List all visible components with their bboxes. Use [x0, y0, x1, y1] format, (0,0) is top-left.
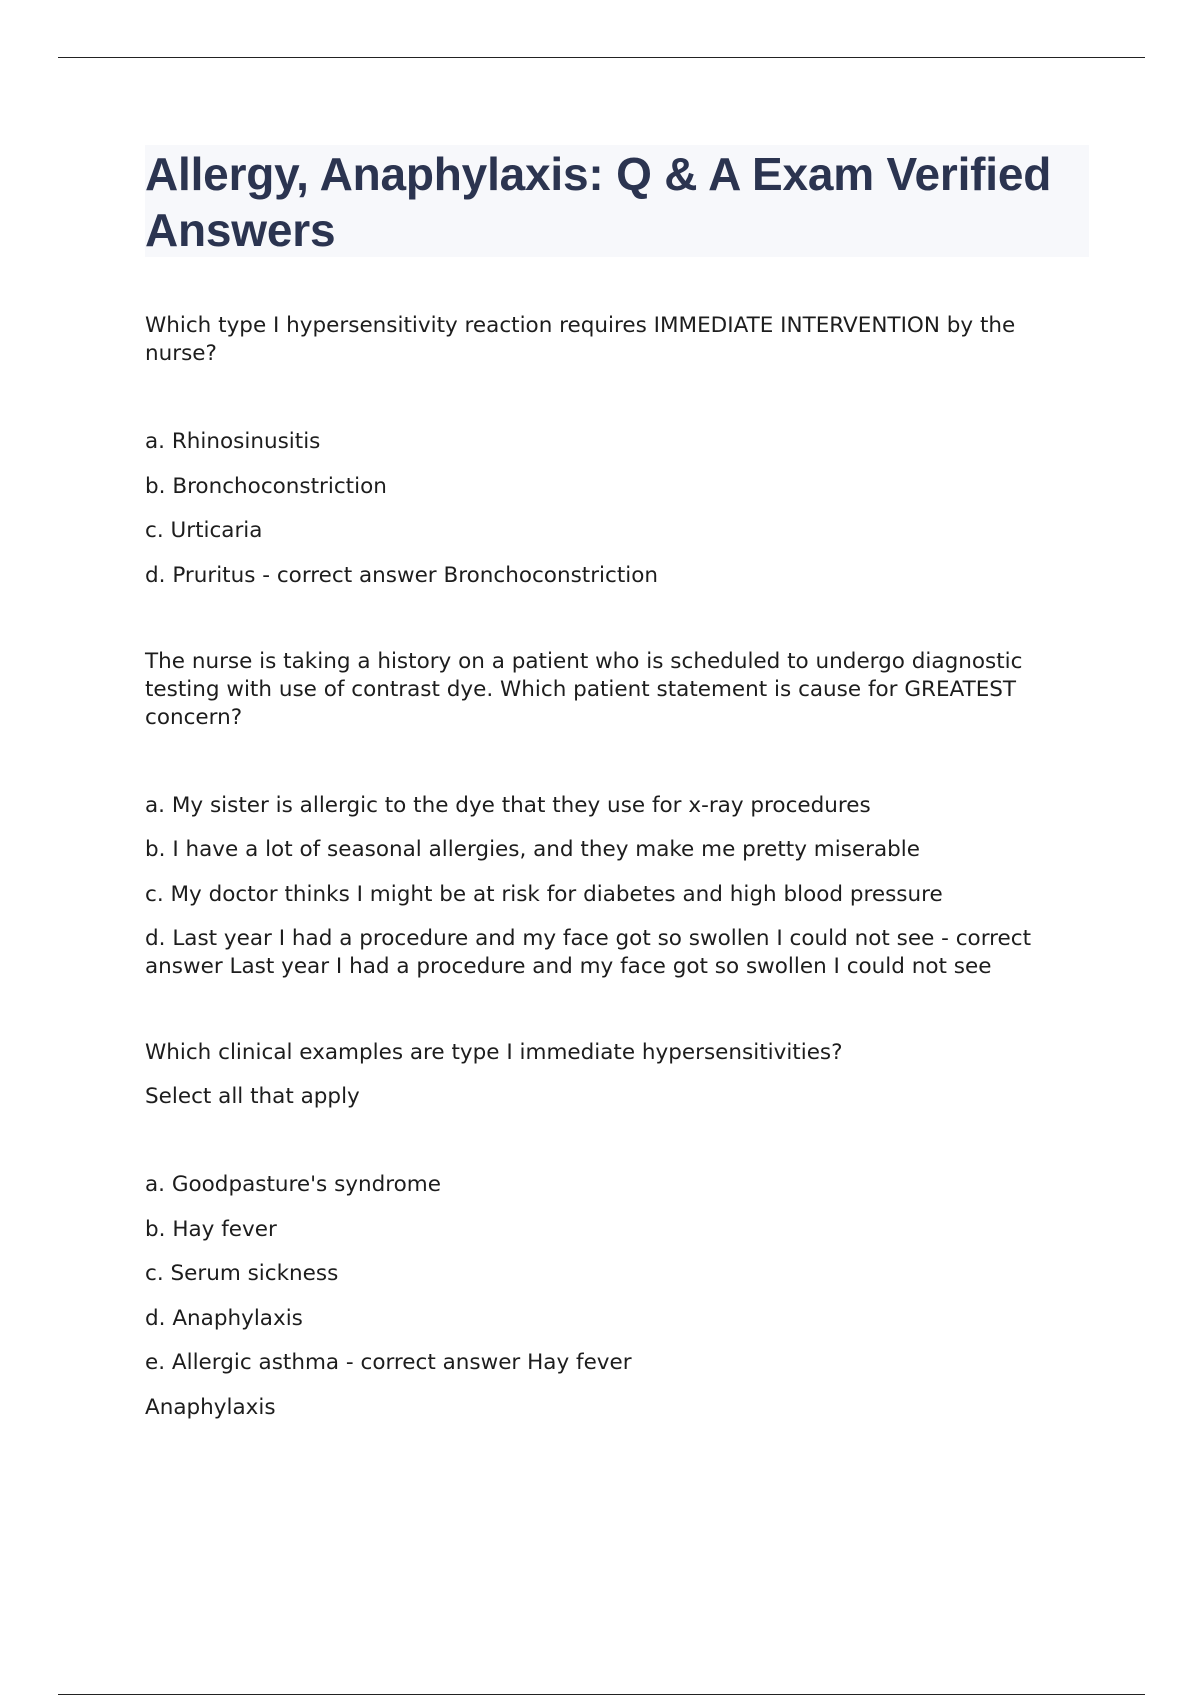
option-item: c. Serum sickness	[145, 1261, 339, 1286]
question-block-2	[145, 648, 1085, 982]
question-block-3	[145, 1039, 1085, 1422]
options-list	[145, 1171, 1085, 1422]
title-box	[145, 145, 1089, 257]
option-item: c. My doctor thinks I might be at risk for diabetes and high blood pressure	[145, 881, 943, 907]
document-title: Allergy, Anaphylaxis: Q & A Exam Verified Answers	[145, 148, 1052, 256]
question-text: The nurse is taking a history on a patient who is scheduled to undergo diagnostic testing with use of contrast dye. Which patient statement is cause for GREATEST concern?	[145, 648, 1023, 730]
question-text: Which clinical examples are type I immediate hypersensitivities?	[145, 1040, 843, 1065]
top-rule	[58, 57, 1145, 58]
option-item: d. Anaphylaxis	[145, 1305, 303, 1331]
option-item: b. Hay fever	[145, 1216, 277, 1242]
option-item: b. I have a lot of seasonal allergies, and they make me pretty miserable	[145, 837, 920, 862]
option-item: c. Urticaria	[145, 518, 263, 543]
option-item: d. Pruritus - correct answer Bronchoconstriction	[145, 562, 659, 588]
option-item: e. Allergic asthma - correct answer Hay fever	[145, 1350, 632, 1375]
question-block-1	[145, 312, 1085, 590]
question-text: Which type I hypersensitivity reaction requires IMMEDIATE INTERVENTION by the nurse?	[145, 313, 1016, 366]
options-list	[145, 428, 1085, 590]
question-subtext: Select all that apply	[145, 1084, 360, 1109]
option-item: a. Goodpasture's syndrome	[145, 1172, 441, 1197]
document-body	[145, 312, 1085, 1422]
bottom-rule	[58, 1694, 1145, 1695]
option-item: a. My sister is allergic to the dye that they use for x-ray procedures	[145, 792, 871, 818]
answer-continuation: Anaphylaxis	[145, 1394, 276, 1420]
option-item: a. Rhinosinusitis	[145, 429, 321, 454]
option-item: b. Bronchoconstriction	[145, 473, 387, 499]
options-list	[145, 792, 1085, 982]
option-item: d. Last year I had a procedure and my face got so swollen I could not see - correct answer Last year I had a procedure and my face got so swollen I could not see	[145, 926, 1032, 979]
